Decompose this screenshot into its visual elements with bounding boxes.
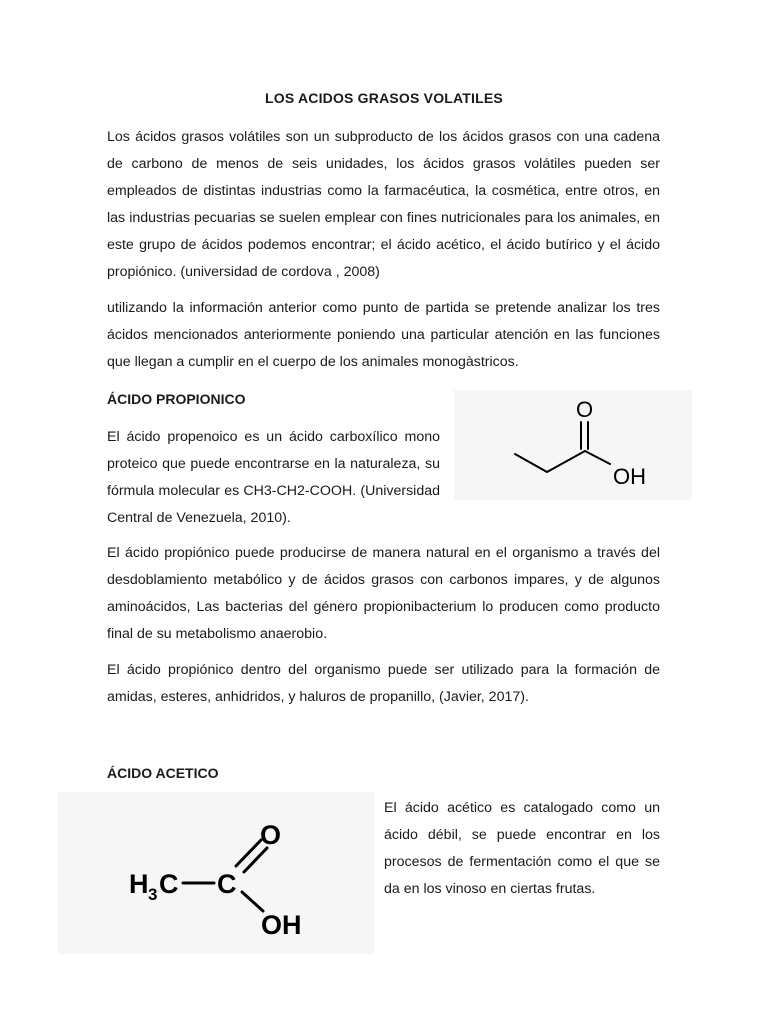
bond-c2-c3 bbox=[547, 451, 585, 472]
atom-o: O bbox=[260, 820, 282, 850]
atom-oh: OH bbox=[613, 464, 646, 489]
bond-c1-c2 bbox=[515, 454, 547, 472]
double-bond-inner bbox=[244, 848, 267, 872]
propionic-heading: ÁCIDO PROPIONICO bbox=[107, 391, 246, 407]
acetic-acid-structure bbox=[58, 792, 374, 954]
atom-oh: OH bbox=[261, 910, 302, 940]
acetic-heading: ÁCIDO ACETICO bbox=[107, 765, 219, 781]
double-bond-outer bbox=[236, 840, 261, 866]
intro-paragraph-2: utilizando la información anterior como punto de partida se pretende analizar los tres ácidos mencionados anteriormente poniendo una particular atención en las funciones que llegan a cumplir en el cuerpo de los animales monogàstricos. bbox=[107, 300, 660, 370]
acetic-side-paragraph: El ácido acético es catalogado como un ácido débil, se puede encontrar en los procesos de fermentación como el que se da en los vinoso en ciertas frutas. bbox=[384, 800, 660, 897]
atom-c-methyl: C bbox=[159, 869, 179, 899]
propionic-side-paragraph: El ácido propenoico es un ácido carboxílico mono proteico que puede encontrarse en la naturaleza, su fórmula molecular es CH3-CH2-COOH. (Universidad Central de Venezuela, 2010). bbox=[107, 429, 440, 526]
atom-h: H bbox=[129, 869, 149, 899]
acetic-acid-diagram bbox=[58, 792, 374, 954]
atom-c-carboxyl: C bbox=[217, 869, 237, 899]
atom-subscript-3: 3 bbox=[148, 885, 158, 904]
propionic-acid-diagram bbox=[454, 390, 692, 500]
document-title: LOS ACIDOS GRASOS VOLATILES bbox=[265, 90, 503, 106]
atom-o: O bbox=[576, 397, 594, 422]
bond-c3-oh bbox=[585, 451, 610, 464]
intro-paragraph-1: Los ácidos grasos volátiles son un subproducto de los ácidos grasos con una cadena de carbono de menos de seis unidades, los ácidos grasos volátiles pueden ser empleados de distintas industrias como la farmacéutica, la cosmética, entre otros, en las industrias pecuarias se suelen emplear con fines nutricionales para los animales, en este grupo de ácidos podemos encontrar; el ácido acético, el ácido butírico y el ácido propiónico. (universidad de cordova , 2008) bbox=[107, 129, 660, 280]
propionic-paragraph-1: El ácido propiónico puede producirse de manera natural en el organismo a través del desdoblamiento metabólico y de ácidos grasos con carbonos impares, y de algunos aminoácidos, Las bacterias del género propionibacterium lo producen como producto final de su metabolismo anaerobio. bbox=[107, 545, 660, 642]
propionic-paragraph-2: El ácido propiónico dentro del organismo puede ser utilizado para la formación de amidas, esteres, anhidridos, y haluros de propanillo, (Javier, 2017). bbox=[107, 662, 660, 705]
propionic-acid-structure bbox=[454, 390, 692, 500]
bond-c-oh bbox=[242, 892, 263, 911]
